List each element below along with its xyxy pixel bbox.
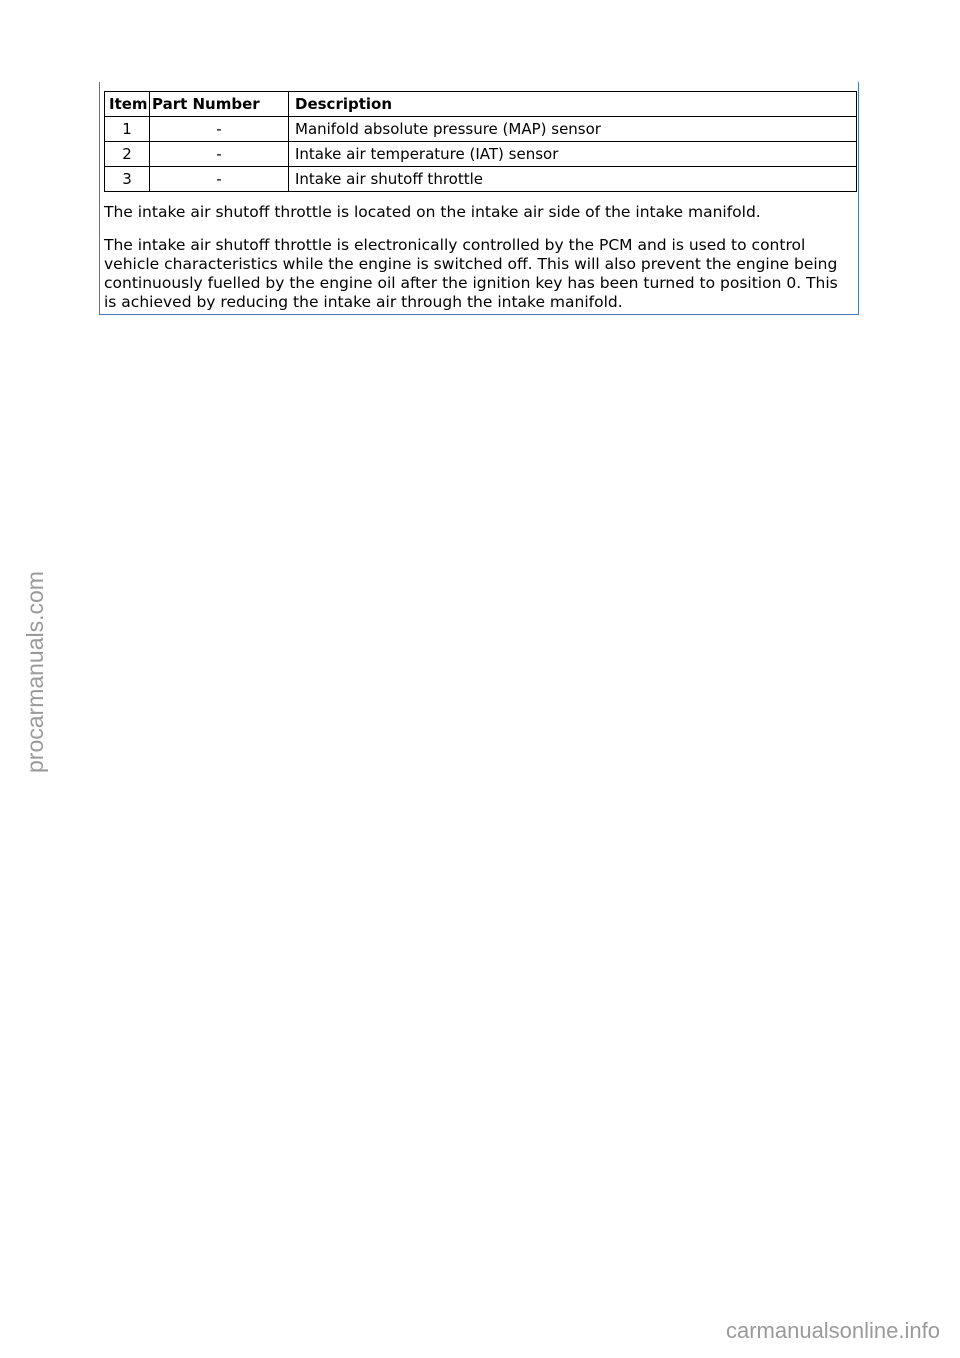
row-part-number: - [150,117,289,142]
table-header-row [105,92,857,117]
row-part-number: - [150,142,289,167]
row-description: Intake air temperature (IAT) sensor [289,142,857,167]
table-row [105,117,857,142]
paragraph-function: The intake air shutoff throttle is electronically controlled by the PCM and is used to control vehicle characteristics while the engine is switched off. This will also prevent the engine being continuously fuelled by the engine oil after the ignition key has been turned to position 0. This is achieved by reducing the intake air through the intake manifold. [104,236,838,311]
row-item: 3 [105,167,150,192]
row-description: Intake air shutoff throttle [289,167,857,192]
row-part-number: - [150,167,289,192]
parts-table [104,91,857,192]
row-item: 1 [105,117,150,142]
side-watermark: procarmanuals.com [22,571,48,773]
row-item: 2 [105,142,150,167]
table-row [105,167,857,192]
header-part-number: Part Number [150,92,289,117]
footer-watermark: carmanualsonline.info [725,1318,940,1343]
header-item: Item [105,92,150,117]
table-row [105,142,857,167]
row-description: Manifold absolute pressure (MAP) sensor [289,117,857,142]
paragraph-location: The intake air shutoff throttle is located on the intake air side of the intake manifold. [104,203,761,221]
header-description: Description [289,92,857,117]
